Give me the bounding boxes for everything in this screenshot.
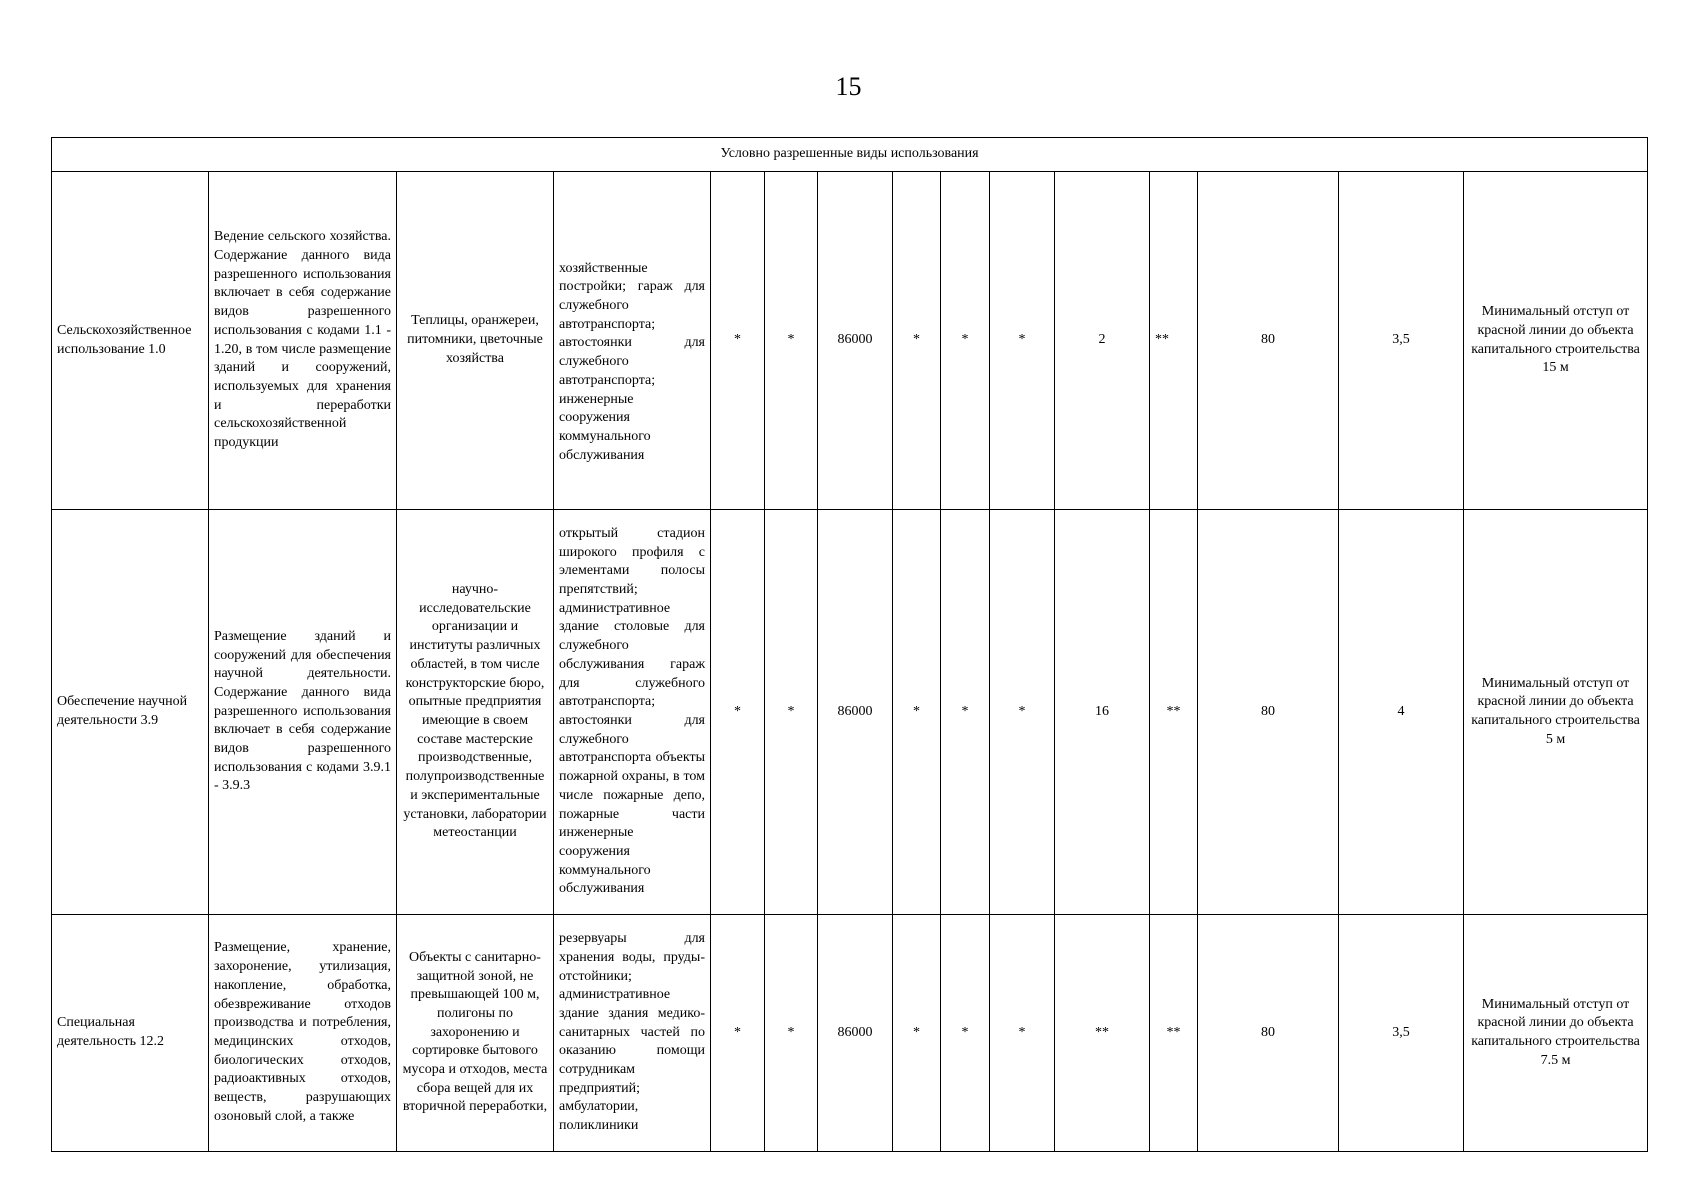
param-cell: *	[990, 172, 1055, 510]
param-cell: 86000	[818, 510, 893, 915]
param-cell: *	[765, 915, 818, 1152]
param-cell: 2	[1055, 172, 1150, 510]
param-cell: 80	[1198, 915, 1339, 1152]
use-description: Размещение, хранение, захоронение, утилизация, накопление, обработка, обезвреживание отходов производства и потребления, медицинских отходов, биологических отходов, радиоактивных отходов, веществ, разрушающих озоновый слой, а также	[209, 915, 397, 1152]
page-number: 15	[835, 72, 862, 101]
param-cell: *	[765, 510, 818, 915]
param-cell: *	[990, 510, 1055, 915]
section-header-row	[52, 138, 1648, 172]
main-objects: Теплицы, оранжереи, питомники, цветочные хозяйства	[397, 172, 554, 510]
param-cell: 3,5	[1339, 172, 1464, 510]
table-row	[52, 915, 1648, 1152]
use-description: Ведение сельского хозяйства. Содержание данного вида разрешенного использования включает в себя содержание видов разрешенного использования с кодами 1.1 - 1.20, в том числе размещение зданий и сооружений, используемых для хранения и переработки сельскохозяйственной продукции	[209, 172, 397, 510]
param-cell: *	[990, 915, 1055, 1152]
param-cell: *	[941, 510, 990, 915]
zoning-regulations-table	[51, 137, 1648, 1152]
use-type-name: Специальная деятельность 12.2	[52, 915, 209, 1152]
param-cell: **	[1150, 510, 1198, 915]
auxiliary-objects: хозяйственные постройки; гараж для служебного автотранспорта; автостоянки для служебного автотранспорта; инженерные сооружения коммунального обслуживания	[554, 172, 711, 510]
param-cell: *	[711, 510, 765, 915]
param-cell: *	[765, 172, 818, 510]
param-cell: 80	[1198, 510, 1339, 915]
auxiliary-objects: резервуары для хранения воды, пруды-отстойники; административное здание здания медико-санитарных частей по оказанию помощи сотрудникам предприятий; амбулатории, поликлиники	[554, 915, 711, 1152]
param-cell: *	[941, 172, 990, 510]
param-cell: **	[1150, 915, 1198, 1152]
param-cell: 86000	[818, 915, 893, 1152]
note-cell: Минимальный отступ от красной линии до объекта капитального строительства 5 м	[1464, 510, 1648, 915]
auxiliary-objects: открытый стадион широкого профиля с элементами полосы препятствий; административное здание столовые для служебного обслуживания гараж для служебного автотранспорта; автостоянки для служебного автотранспорта объекты пожарной охраны, в том числе пожарные депо, пожарные части инженерные сооружения коммунального обслуживания	[554, 510, 711, 915]
note-cell: Минимальный отступ от красной линии до объекта капитального строительства 15 м	[1464, 172, 1648, 510]
param-cell: **	[1150, 172, 1198, 510]
param-cell: *	[711, 172, 765, 510]
param-cell: *	[893, 172, 941, 510]
param-cell: *	[941, 915, 990, 1152]
main-objects: научно-исследовательские организации и институты различных областей, в том числе конструкторские бюро, опытные предприятия имеющие в своем составе мастерские производственные, полупроизводственные и экспериментальные установки, лаборатории метеостанции	[397, 510, 554, 915]
table-row	[52, 510, 1648, 915]
use-type-name: Обеспечение научной деятельности 3.9	[52, 510, 209, 915]
param-cell: 86000	[818, 172, 893, 510]
main-objects: Объекты с санитарно-защитной зоной, не превышающей 100 м, полигоны по захоронению и сортировке бытового мусора и отходов, места сбора вещей для их вторичной переработки,	[397, 915, 554, 1152]
use-type-name: Сельскохозяйственное использование 1.0	[52, 172, 209, 510]
note-cell: Минимальный отступ от красной линии до объекта капитального строительства 7.5 м	[1464, 915, 1648, 1152]
param-cell: *	[711, 915, 765, 1152]
table-row	[52, 172, 1648, 510]
param-cell: 4	[1339, 510, 1464, 915]
param-cell: *	[893, 510, 941, 915]
param-cell: 3,5	[1339, 915, 1464, 1152]
param-cell: **	[1055, 915, 1150, 1152]
param-cell: *	[893, 915, 941, 1152]
section-title: Условно разрешенные виды использования	[52, 138, 1648, 172]
param-cell: 80	[1198, 172, 1339, 510]
use-description: Размещение зданий и сооружений для обеспечения научной деятельности. Содержание данного вида разрешенного использования включает в себя содержание видов разрешенного использования с кодами 3.9.1 - 3.9.3	[209, 510, 397, 915]
param-cell: 16	[1055, 510, 1150, 915]
